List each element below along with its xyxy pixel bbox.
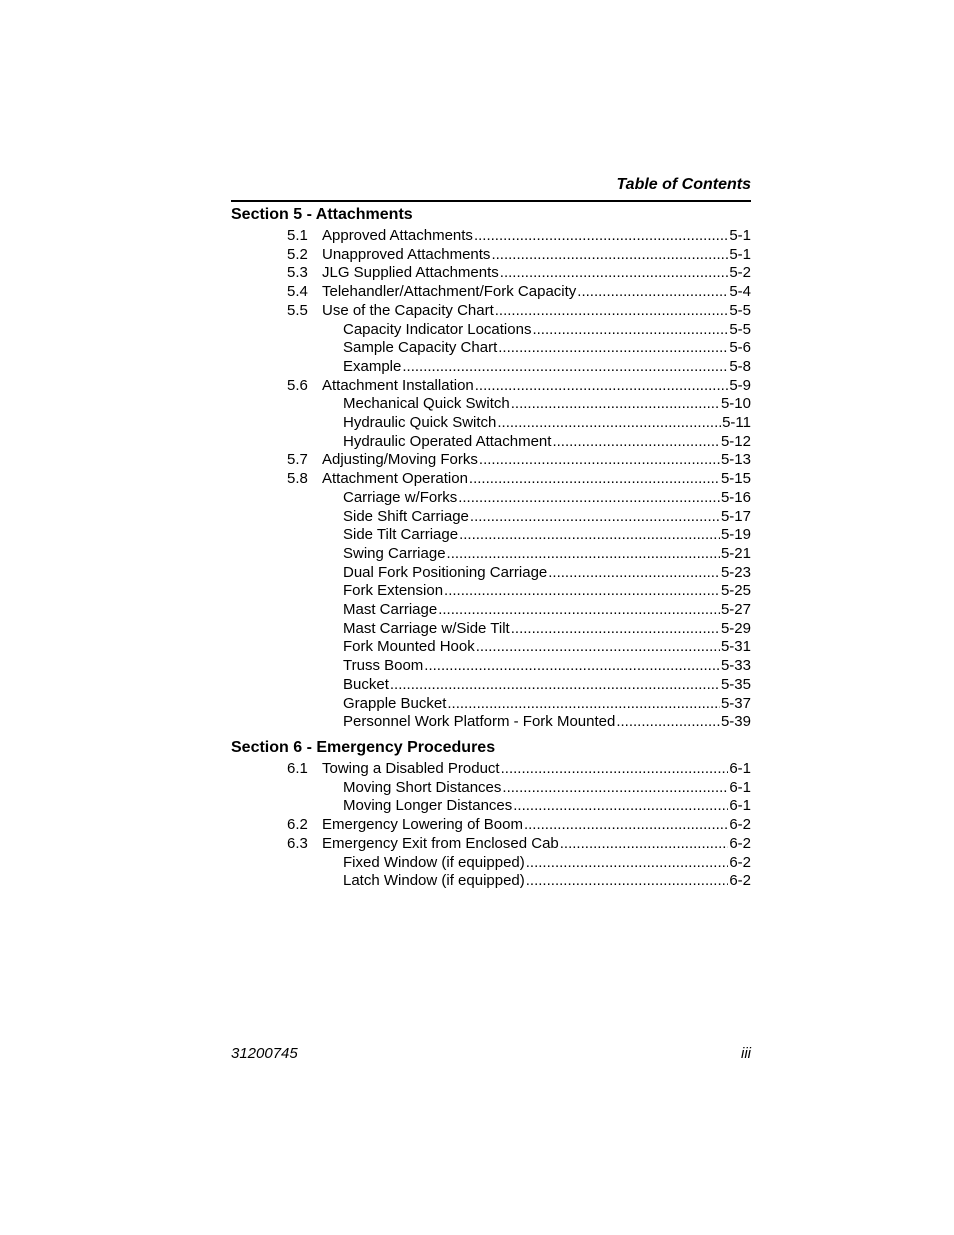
toc-dot-leader [495,301,729,320]
toc-dot-leader [475,376,729,395]
toc-dot-leader [560,834,729,853]
toc-entry-page: 5-35 [720,675,751,693]
toc-entry-page: 5-12 [720,432,751,450]
toc-entry-title: Hydraulic Operated Attachment [343,432,552,450]
toc-entry-title: Sample Capacity Chart [343,339,498,357]
toc-dot-leader [438,600,720,619]
toc-dot-leader [511,394,720,413]
toc-entry-title: Unapproved Attachments [322,245,491,263]
toc-entry-title: Attachment Operation [322,470,468,488]
toc-entry [287,282,751,301]
toc-dot-leader [424,656,720,675]
toc-entry-page: 5-33 [720,657,751,675]
toc-entry-number: 5.2 [287,245,308,263]
toc-entry-page: 6-1 [729,778,751,796]
toc-entry [287,245,751,264]
toc-entry-title: Telehandler/Attachment/Fork Capacity [322,283,577,301]
toc-dot-leader [444,581,720,600]
toc-dot-leader [458,488,720,507]
toc-dot-leader [479,450,720,469]
toc-dot-leader [459,525,720,544]
toc-entry-title: Approved Attachments [322,227,473,244]
toc-dot-leader [548,563,720,582]
toc-dot-leader [491,245,728,264]
toc-entry-page: 5-1 [729,227,751,244]
toc-dot-leader [447,544,720,563]
toc-entry [343,796,751,815]
section-6-title: Section 6 - Emergency Procedures [231,739,496,756]
toc-entry-title: Use of the Capacity Chart [322,301,494,319]
toc-entry-page: 5-21 [720,544,751,562]
toc-dot-leader [402,357,728,376]
toc-dot-leader [513,796,728,815]
toc-entry-title: Truss Boom [343,657,424,675]
toc-entry-title: Emergency Lowering of Boom [322,816,523,834]
toc-entry-title: Side Tilt Carriage [343,526,459,544]
toc-entry [343,488,751,507]
toc-dot-leader [447,694,720,713]
toc-entry-title: Dual Fork Positioning Carriage [343,563,548,581]
toc-entry-page: 5-25 [720,582,751,600]
toc-entry [343,619,751,638]
toc-dot-leader [390,675,720,694]
toc-entry-page: 5-1 [729,245,751,263]
toc-entry-title: Personnel Work Platform - Fork Mounted [343,713,616,731]
toc-entry [343,394,751,413]
toc-entry-page: 6-2 [729,834,751,852]
toc-entry-title: Attachment Installation [322,376,474,394]
toc-entry-title: Mast Carriage w/Side Tilt [343,619,510,637]
toc-dot-leader [474,226,728,245]
toc-entry [343,778,751,797]
toc-entry-page: 6-2 [729,816,751,834]
toc-dot-leader [532,320,728,339]
toc-entry-page: 5-13 [720,451,751,469]
header-divider [231,200,751,202]
toc-entry [343,413,751,432]
toc-entry-number: 5.5 [287,301,308,319]
toc-entry [343,712,751,731]
toc-entry-title: Moving Longer Distances [343,797,513,815]
toc-dot-leader [497,413,721,432]
toc-dot-leader [470,507,720,526]
toc-dot-leader [498,338,728,357]
toc-entry-title: Latch Window (if equipped) [343,872,525,890]
toc-entry-page: 5-10 [720,395,751,413]
toc-entry-number: 5.8 [287,470,308,488]
toc-entry [343,525,751,544]
toc-entry-page: 5-2 [729,264,751,282]
toc-entry [287,226,751,245]
toc-entry-number: 5.7 [287,451,308,469]
toc-entry [343,600,751,619]
toc-dot-leader [524,815,728,834]
toc-dot-leader [526,853,729,872]
toc-dot-leader [502,778,728,797]
toc-dot-leader [616,712,720,731]
toc-entry-title: Towing a Disabled Product [322,760,500,777]
toc-entry-number: 5.1 [287,227,308,244]
toc-dot-leader [469,469,720,488]
toc-entry-number: 6.2 [287,816,308,834]
toc-entry-page: 5-37 [720,694,751,712]
toc-entry-number: 5.3 [287,264,308,282]
toc-dot-leader [500,263,729,282]
toc-dot-leader [501,759,729,778]
toc-entry [343,871,751,890]
toc-entry-title: Example [343,357,402,375]
toc-dot-leader [476,637,720,656]
toc-entry-title: Grapple Bucket [343,694,447,712]
toc-entry-title: Moving Short Distances [343,778,502,796]
toc-entry [343,581,751,600]
toc-entry-page: 5-15 [720,470,751,488]
toc-entry-title: Mechanical Quick Switch [343,395,510,413]
toc-entry-page: 5-4 [729,283,751,301]
toc-entry-title: Capacity Indicator Locations [343,320,532,338]
toc-entry [287,834,751,853]
toc-dot-leader [526,871,729,890]
toc-entry-page: 5-29 [720,619,751,637]
toc-entry-page: 5-5 [729,320,751,338]
toc-entry-title: Fixed Window (if equipped) [343,853,525,871]
toc-entry [343,544,751,563]
toc-entry [287,301,751,320]
toc-entry-page: 6-1 [729,760,751,777]
toc-entry-number: 5.4 [287,283,308,301]
toc-entry [343,507,751,526]
toc-entry-page: 5-5 [729,301,751,319]
toc-entry-number: 6.3 [287,834,308,852]
page-number: iii [741,1045,751,1062]
toc-entry-title: Emergency Exit from Enclosed Cab [322,834,559,852]
toc-entry-page: 6-2 [729,853,751,871]
toc-entry [287,263,751,282]
toc-entry-page: 5-23 [720,563,751,581]
toc-entry-title: Adjusting/Moving Forks [322,451,478,469]
toc-entry [343,357,751,376]
toc-entry-page: 5-39 [720,713,751,731]
toc-entry [343,694,751,713]
toc-entry-title: Bucket [343,675,389,693]
toc-entry-page: 5-11 [722,414,751,431]
toc-entry-title: Mast Carriage [343,601,438,618]
toc-entry [287,450,751,469]
page-header-title: Table of Contents [616,176,751,193]
document-number: 31200745 [231,1045,298,1062]
toc-entry-title: JLG Supplied Attachments [322,264,499,282]
toc-entry [343,320,751,339]
toc-entry [287,469,751,488]
toc-entry-page: 5-6 [729,339,751,357]
toc-entry [343,853,751,872]
toc-entry-number: 5.6 [287,376,308,394]
toc-dot-leader [552,432,720,451]
toc-dot-leader [577,282,728,301]
toc-entry [287,815,751,834]
toc-entry [343,432,751,451]
toc-entry-page: 5-27 [720,601,751,618]
toc-entry-title: Hydraulic Quick Switch [343,414,497,431]
toc-entry-page: 5-19 [720,526,751,544]
toc-entry-title: Fork Mounted Hook [343,638,475,656]
toc-entry [343,675,751,694]
toc-entry-title: Side Shift Carriage [343,507,469,525]
toc-entry [343,637,751,656]
section-5-title: Section 5 - Attachments [231,206,413,223]
toc-entry [343,656,751,675]
toc-entry-page: 6-2 [729,872,751,890]
toc-entry-title: Fork Extension [343,582,444,600]
toc-entry-page: 5-8 [729,357,751,375]
toc-entry-title: Swing Carriage [343,544,446,562]
toc-entry [287,376,751,395]
toc-entry-page: 5-9 [729,376,751,394]
toc-entry-page: 5-16 [720,488,751,506]
toc-entry [343,563,751,582]
toc-entry-page: 5-31 [720,638,751,656]
toc-entry-page: 5-17 [720,507,751,525]
toc-entry [343,338,751,357]
toc-entry [287,759,751,778]
toc-dot-leader [511,619,720,638]
toc-entry-number: 6.1 [287,760,308,777]
toc-entry-page: 6-1 [729,797,751,815]
toc-entry-title: Carriage w/Forks [343,488,458,506]
